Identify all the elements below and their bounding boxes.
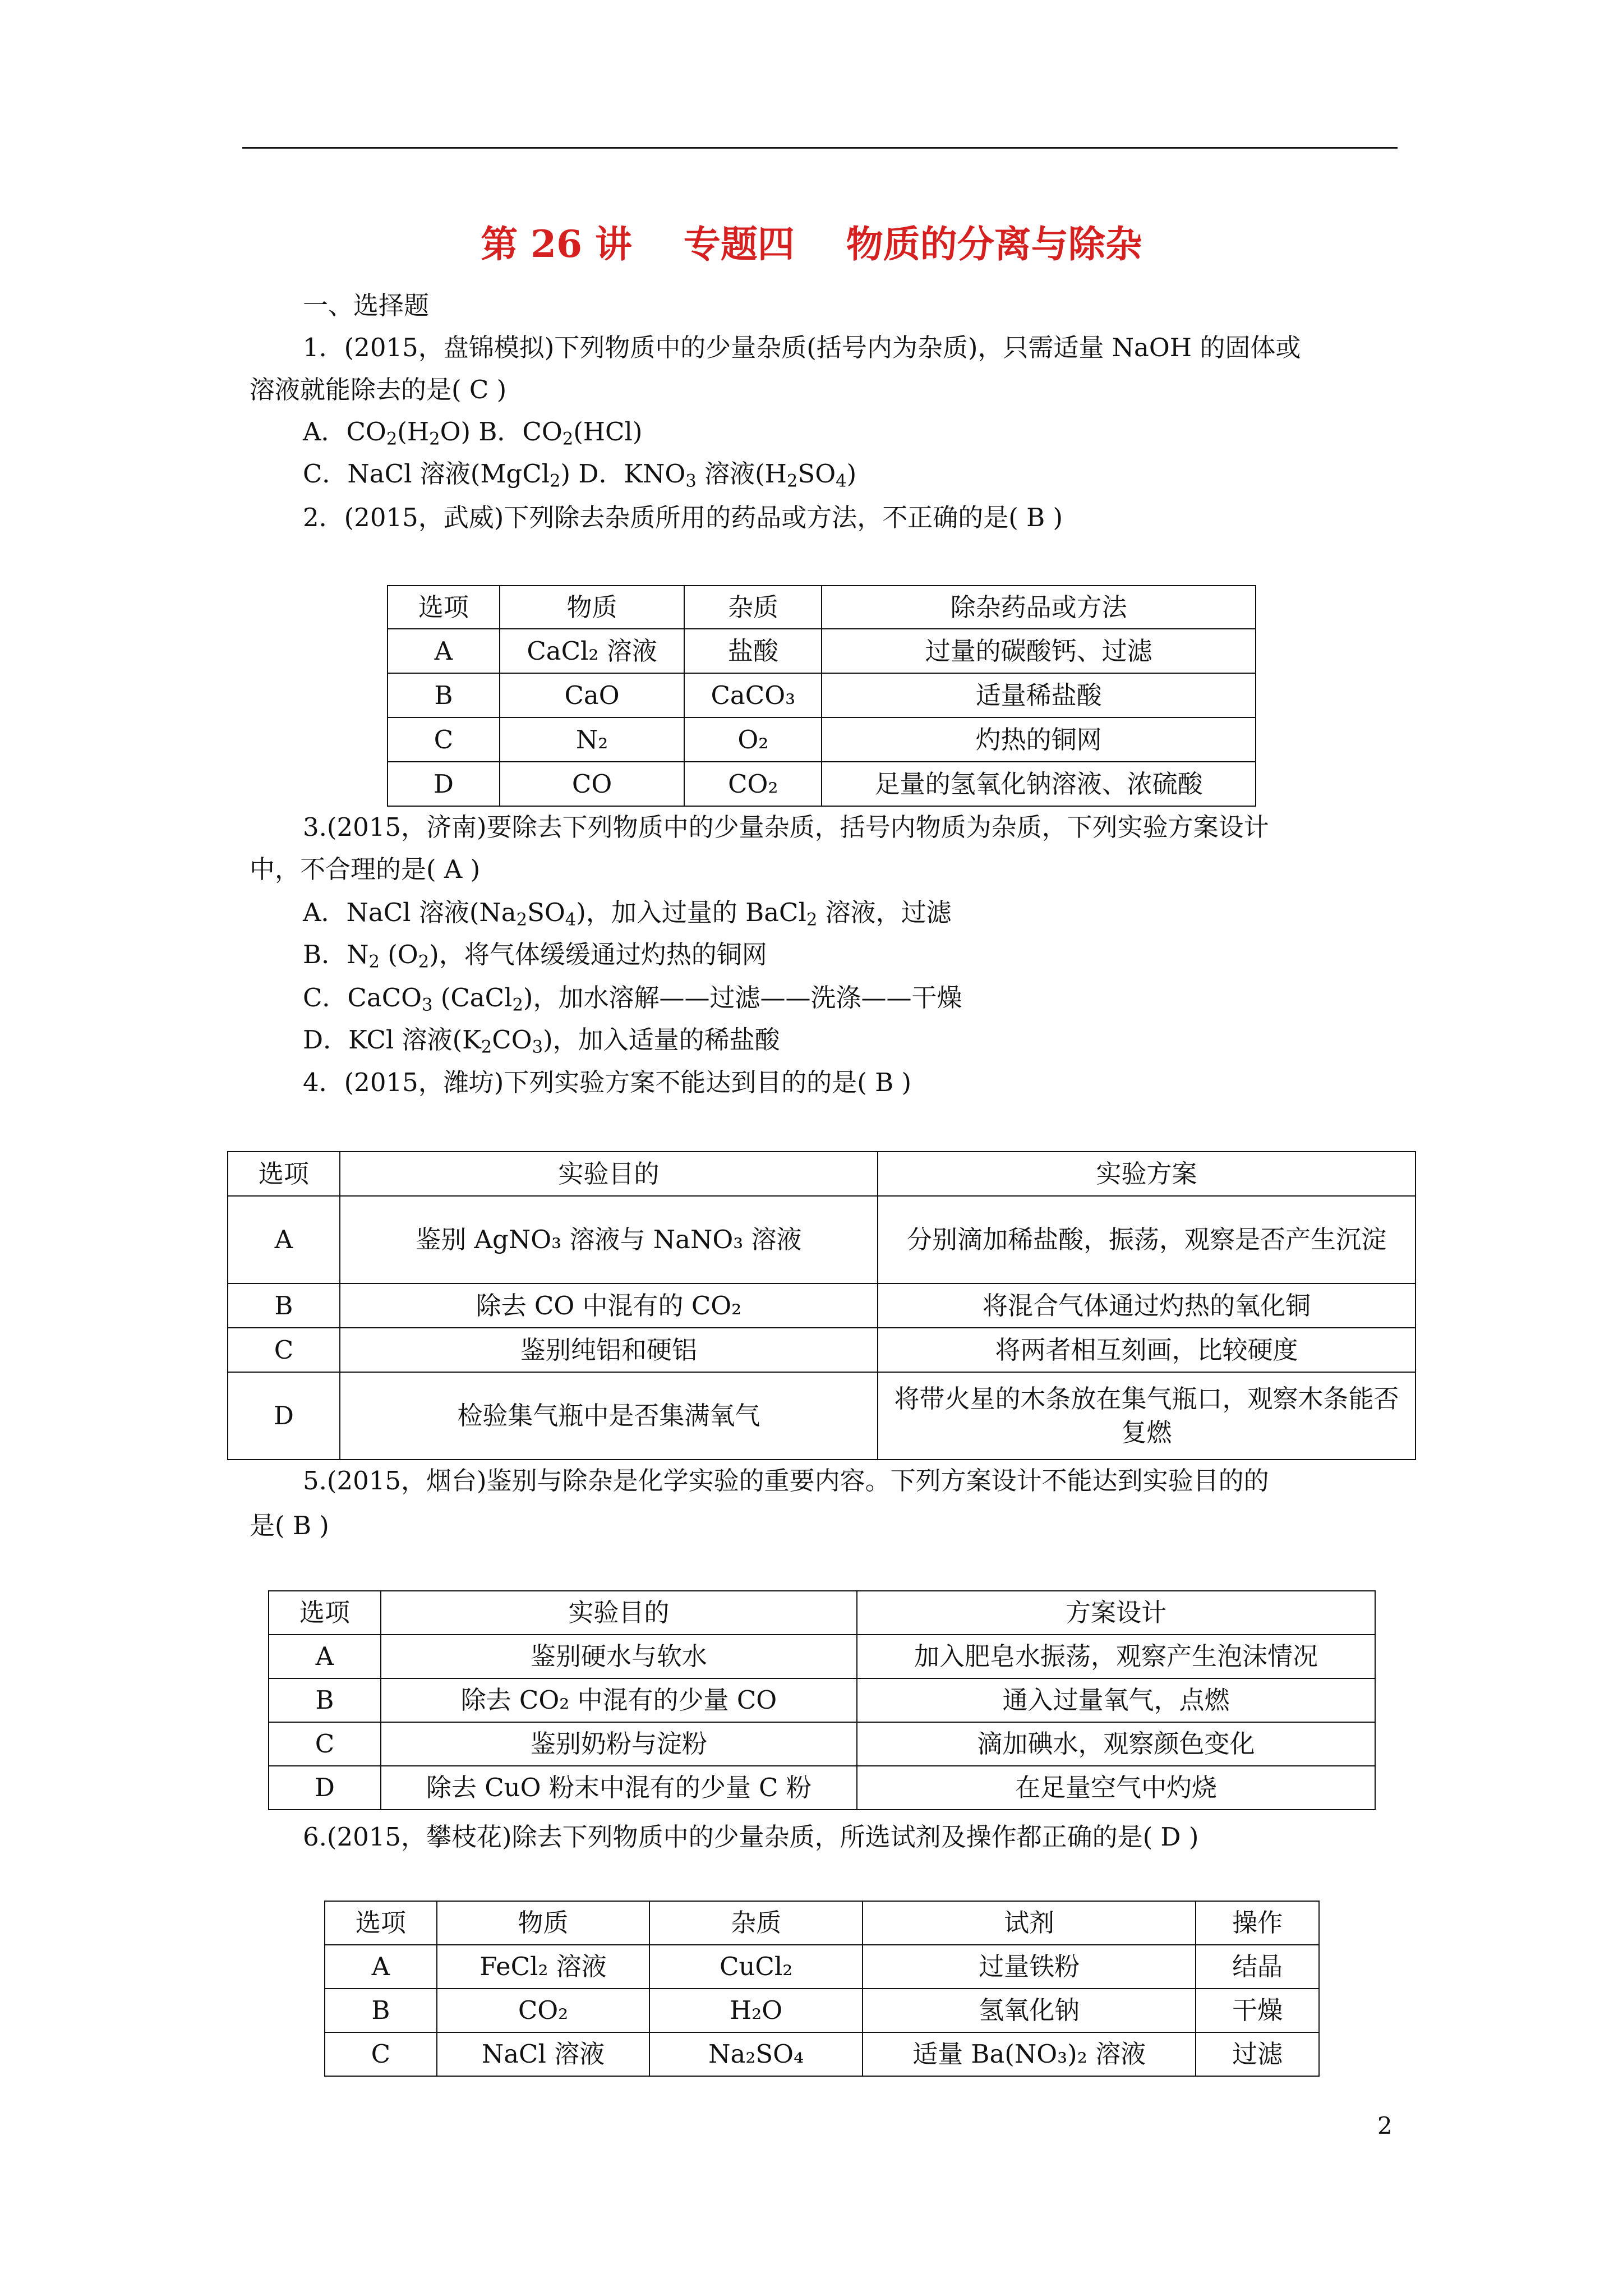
table-cell: 鉴别 AgNO₃ 溶液与 NaNO₃ 溶液 bbox=[340, 1196, 878, 1283]
table-cell: C bbox=[388, 717, 500, 762]
table-cell: 盐酸 bbox=[684, 629, 822, 673]
table-cell: 分别滴加稀盐酸，振荡，观察是否产生沉淀 bbox=[878, 1196, 1415, 1283]
table-row bbox=[325, 2032, 1319, 2076]
q3-option-a: A．NaCl 溶液$(Na_2SO_4)$，加入过量的 BaCl$_2$ 溶液，过滤 bbox=[303, 898, 952, 930]
table-cell: C bbox=[269, 1722, 381, 1766]
table-header-cell: 杂质 bbox=[684, 586, 822, 629]
table-cell: 干燥 bbox=[1196, 1989, 1319, 2032]
table-cell: 除去 CuO 粉末中混有的少量 C 粉 bbox=[381, 1766, 857, 1810]
table-cell: O₂ bbox=[684, 717, 822, 762]
table-cell: 适量稀盐酸 bbox=[822, 673, 1256, 717]
table-cell: H₂O bbox=[649, 1989, 863, 2032]
table-cell: 在足量空气中灼烧 bbox=[857, 1766, 1375, 1810]
table-cell: 除去 CO₂ 中混有的少量 CO bbox=[381, 1678, 857, 1722]
table-cell: N₂ bbox=[500, 717, 685, 762]
q1-options-ab: A．$CO_2(H_2O)$ B．$CO_2(HCl)$ bbox=[303, 417, 643, 449]
table-header-cell: 实验目的 bbox=[381, 1591, 857, 1635]
table-cell: FeCl₂ 溶液 bbox=[437, 1945, 650, 1989]
table-cell: A bbox=[269, 1635, 381, 1678]
table-header-cell: 方案设计 bbox=[857, 1591, 1375, 1635]
table-cell: C bbox=[325, 2032, 437, 2076]
table-header-cell: 实验目的 bbox=[340, 1152, 878, 1196]
table-cell: 鉴别奶粉与淀粉 bbox=[381, 1722, 857, 1766]
table-row bbox=[325, 1989, 1319, 2032]
q2-table bbox=[387, 585, 1256, 807]
table-header-cell: 选项 bbox=[325, 1901, 437, 1945]
table-row bbox=[228, 1283, 1415, 1328]
table-cell: 加入肥皂水振荡，观察产生泡沫情况 bbox=[857, 1635, 1375, 1678]
table-cell: 将混合气体通过灼热的氧化铜 bbox=[878, 1283, 1415, 1328]
table-cell: 结晶 bbox=[1196, 1945, 1319, 1989]
header-rule bbox=[242, 147, 1398, 149]
table-header-cell: 选项 bbox=[388, 586, 500, 629]
table-cell: 过量的碳酸钙、过滤 bbox=[822, 629, 1256, 673]
table-cell: 适量 Ba(NO₃)₂ 溶液 bbox=[863, 2032, 1196, 2076]
q5-stem-line1: 5.(2015，烟台)鉴别与除杂是化学实验的重要内容。下列方案设计不能达到实验目的的 bbox=[303, 1466, 1269, 1496]
table-row bbox=[388, 629, 1256, 673]
table-row bbox=[228, 1196, 1415, 1283]
table-header-cell: 试剂 bbox=[863, 1901, 1196, 1945]
table-cell: 鉴别纯铝和硬铝 bbox=[340, 1328, 878, 1372]
table-cell: CaO bbox=[500, 673, 685, 717]
table-row bbox=[388, 717, 1256, 762]
table-cell: 将带火星的木条放在集气瓶口，观察木条能否复燃 bbox=[878, 1372, 1415, 1460]
table-cell: 过量铁粉 bbox=[863, 1945, 1196, 1989]
table-cell: 鉴别硬水与软水 bbox=[381, 1635, 857, 1678]
q3-option-d: D．KCl 溶液$(K_2CO_3)$，加入适量的稀盐酸 bbox=[303, 1025, 780, 1057]
table-cell: 除去 CO 中混有的 CO₂ bbox=[340, 1283, 878, 1328]
table-row bbox=[325, 1945, 1319, 1989]
q1-stem-line2: 溶液就能除去的是( C ) bbox=[250, 375, 507, 404]
table-header-cell: 除杂药品或方法 bbox=[822, 586, 1256, 629]
q4-table bbox=[227, 1151, 1416, 1460]
table-row bbox=[269, 1635, 1375, 1678]
q3-stem-line1: 3.(2015，济南)要除去下列物质中的少量杂质，括号内物质为杂质，下列实验方案设计 bbox=[303, 812, 1269, 842]
table-cell: 足量的氢氧化钠溶液、浓硫酸 bbox=[822, 762, 1256, 806]
table-cell: A bbox=[228, 1196, 340, 1283]
table-row bbox=[228, 1372, 1415, 1460]
table-cell: C bbox=[228, 1328, 340, 1372]
table-header-cell: 物质 bbox=[437, 1901, 650, 1945]
table-header-cell: 操作 bbox=[1196, 1901, 1319, 1945]
table-cell: D bbox=[388, 762, 500, 806]
table-cell: CO₂ bbox=[684, 762, 822, 806]
page-title: 第 26 讲 专题四 物质的分离与除杂 bbox=[481, 222, 1142, 266]
table-row bbox=[388, 673, 1256, 717]
table-cell: 灼热的铜网 bbox=[822, 717, 1256, 762]
table-cell: B bbox=[388, 673, 500, 717]
q6-stem: 6.(2015，攀枝花)除去下列物质中的少量杂质，所选试剂及操作都正确的是( D ) bbox=[303, 1822, 1199, 1852]
table-header-row bbox=[325, 1901, 1319, 1945]
table-cell: B bbox=[228, 1283, 340, 1328]
table-cell: CaCO₃ bbox=[684, 673, 822, 717]
table-cell: CuCl₂ bbox=[649, 1945, 863, 1989]
table-header-row bbox=[388, 586, 1256, 629]
table-cell: 滴加碘水，观察颜色变化 bbox=[857, 1722, 1375, 1766]
table-row bbox=[388, 762, 1256, 806]
table-cell: CO₂ bbox=[437, 1989, 650, 2032]
q3-option-b: B．$N_2$ $(O_2)$，将气体缓缓通过灼热的铜网 bbox=[303, 940, 767, 972]
table-row bbox=[269, 1766, 1375, 1810]
section-heading: 一、选择题 bbox=[303, 291, 430, 320]
table-cell: A bbox=[325, 1945, 437, 1989]
table-cell: 氢氧化钠 bbox=[863, 1989, 1196, 2032]
table-row bbox=[269, 1678, 1375, 1722]
table-cell: A bbox=[388, 629, 500, 673]
table-header-row bbox=[228, 1152, 1415, 1196]
table-cell: NaCl 溶液 bbox=[437, 2032, 650, 2076]
table-header-cell: 物质 bbox=[500, 586, 685, 629]
q5-table bbox=[268, 1590, 1376, 1810]
q6-table bbox=[324, 1901, 1320, 2077]
table-header-row bbox=[269, 1591, 1375, 1635]
table-cell: D bbox=[228, 1372, 340, 1460]
q1-options-cd: C．NaCl 溶液(MgCl$_2$) D．$KNO_3$ 溶液$(H_2SO_4)$ bbox=[303, 459, 857, 491]
table-cell: 检验集气瓶中是否集满氧气 bbox=[340, 1372, 878, 1460]
table-cell: Na₂SO₄ bbox=[649, 2032, 863, 2076]
q2-stem: 2．(2015，武威)下列除去杂质所用的药品或方法，不正确的是( B ) bbox=[303, 503, 1063, 532]
table-header-cell: 选项 bbox=[269, 1591, 381, 1635]
table-cell: B bbox=[269, 1678, 381, 1722]
table-cell: D bbox=[269, 1766, 381, 1810]
table-header-cell: 选项 bbox=[228, 1152, 340, 1196]
table-row bbox=[269, 1722, 1375, 1766]
table-cell: 通入过量氧气，点燃 bbox=[857, 1678, 1375, 1722]
table-cell: CO bbox=[500, 762, 685, 806]
table-header-cell: 杂质 bbox=[649, 1901, 863, 1945]
q3-stem-line2: 中，不合理的是( A ) bbox=[250, 854, 481, 884]
q1-stem-line1: 1．(2015，盘锦模拟)下列物质中的少量杂质(括号内为杂质)，只需适量 NaOH 的固体或 bbox=[303, 333, 1301, 362]
table-cell: 过滤 bbox=[1196, 2032, 1319, 2076]
page-number: 2 bbox=[1377, 2112, 1393, 2139]
table-cell: 将两者相互刻画，比较硬度 bbox=[878, 1328, 1415, 1372]
q3-option-c: C．CaCO$_3$ (CaCl$_2$)，加水溶解——过滤——洗涤——干燥 bbox=[303, 983, 962, 1015]
q5-stem-line2: 是( B ) bbox=[250, 1511, 329, 1540]
q4-stem: 4．(2015，潍坊)下列实验方案不能达到目的的是( B ) bbox=[303, 1068, 912, 1097]
table-header-cell: 实验方案 bbox=[878, 1152, 1415, 1196]
table-cell: B bbox=[325, 1989, 437, 2032]
table-row bbox=[228, 1328, 1415, 1372]
table-cell: CaCl₂ 溶液 bbox=[500, 629, 685, 673]
